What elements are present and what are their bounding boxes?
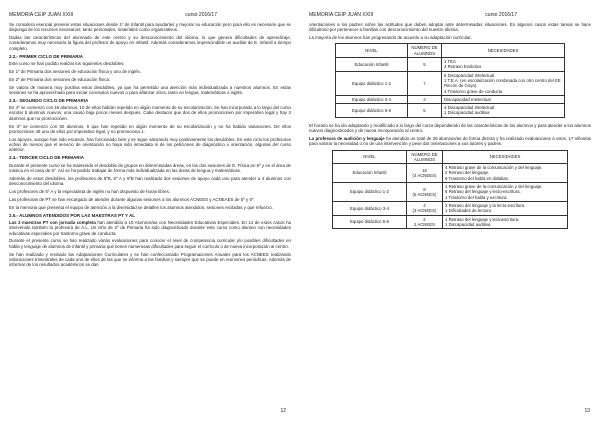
need-item: Discapacidad Intelectual (444, 96, 491, 102)
need-item: 1 Trastorno del habla y escritura. (445, 194, 508, 200)
section-heading: 2.2.- PRIMER CICLO DE PRIMARIA (9, 53, 84, 59)
paragraph (9, 220, 291, 236)
cell-count: 5 (408, 104, 442, 118)
page-number: 13 (584, 408, 590, 414)
paragraph: Se han realizado y revisado las Adaptaciones Curriculares y se han confeccionado Programaciones Anuales para los ACNEES realizando valoraciones trimestrales de cada uno de ellos de las que se informa a las familias y siempre que se puede en reuniones periódicas. Además de informar de los resultados académicos se dan (9, 251, 291, 268)
paragraph: Además de estos desdobles, los profesores de 5ºB, 6º A y 6ºB han realizado dos sesiones de apoyo cada uno para atender a 4 alumnos con desconocimiento del idioma. (9, 175, 291, 187)
column-header: NIVEL (336, 44, 408, 58)
al-students-table (332, 150, 568, 230)
column-header: NÚMERO DE ALUMNOS (408, 44, 442, 58)
header-course: curso 2016/17 (485, 12, 517, 18)
paragraph: Los profesores de 5º A y la especialista de inglés no han dispuesto de horas libres. (9, 188, 170, 194)
cell-needs (442, 71, 565, 95)
cell-level: Equipo didáctico 1-2 (336, 71, 408, 95)
cell-needs (442, 95, 565, 103)
table-row (333, 215, 568, 229)
paragraph: Dadas las características del alumnado de este centro y su desconocimiento del idioma, lo que genera dificultades de aprendizaje, consideramos muy necesaria la figura del profesor de apoyo en Infantil. Además consideramos imprescindible un auxiliar de E. Infantil a tiempo completo. (9, 35, 291, 51)
need-item: 9 Trastorno del habla en dislalias. (445, 175, 510, 181)
cell-level: Equipo didáctico 1-2 (333, 183, 407, 202)
table-row (333, 201, 568, 215)
paragraph: Durante el presente curso se han realizado varias evaluaciones para conocer el nivel de competencia curricular y/o posibles dificultades en habla y lenguaje de alumnos de infantil y primaria que tienen numerosas dificultades para seguir el currículo o de nueva incorporación al centro. (9, 238, 291, 249)
cell-level: Equipo didáctico 5-6 (333, 215, 407, 229)
count-sub: (4 ACNEES) (412, 173, 437, 179)
need-item: 4 Retraso Evolutivo (444, 64, 482, 70)
pt-students-table (335, 43, 565, 117)
column-header: NECESIDADES (443, 150, 568, 164)
count-value: 2 (423, 216, 426, 222)
cell-needs (443, 183, 568, 202)
page-right (300, 0, 600, 424)
cell-count (407, 164, 443, 183)
table-header-row (333, 150, 568, 164)
page-header (309, 12, 591, 18)
paragraph: En 3º se comenzó con 50 alumnos, 6 que han repetido en algún momento de su escolarización y no ha habido variaciones. De ellos promocionen 49 uno de ellos por imperativo legal, y no promociona 1. (9, 123, 291, 134)
cell-needs (443, 201, 568, 215)
need-item: 3 Retraso del lenguaje y la lecto-escritura. (445, 202, 526, 208)
paragraph: Se considera esencial prevenir estas situaciones desde 1º de Infantil para ayudarles y mejorar su educación pero para ello es necesario que se disponga de los recursos necesarios, tanto personales, materiales como organizativos. (9, 22, 291, 33)
paragraph-text: ha atendido un total de 29 alumnos/as de forma directa y ha realizado evaluaciones a otros. 17 niños/as para valorar la necesidad o no de una intervención y pese dar orientaciones a sus tutores y padres. (309, 135, 591, 147)
bold-lead: Las 2 maestras PT con jornada completa (9, 219, 96, 225)
header-course: curso 2016/17 (185, 12, 217, 18)
column-header: NECESIDADES (442, 44, 565, 58)
need-item: 1 Discapacidad auditiva (444, 110, 490, 116)
need-item: 4 Retraso grave de la comunicación y del lenguaje. (445, 165, 543, 171)
cell-level: Equipo didáctico 3-4 (333, 201, 407, 215)
cell-count: 5 (408, 58, 442, 72)
need-item: 1 Trastorno grave de conducta (444, 88, 503, 94)
paragraph: En la memoria que presenta el equipo de atención a la diversidad se detallen los alumnos atendidos, sesiones recibidas y qué refuerzo. (9, 204, 274, 210)
header-school: MEMORIA CEIP JUAN XXIII (309, 12, 374, 18)
paragraph: orientaciones a los padres sobre las actitudes que deben adoptar ante determinadas situaciones. En algunos casos estas tareas se hace dificultoso por pertenecer a familias con desconocimiento del nuestro idioma. (309, 22, 591, 33)
cell-count (407, 215, 443, 229)
need-item: 1 Retraso del lenguaje y lectoescritura. (445, 216, 520, 222)
table-row (336, 58, 565, 72)
table-row (333, 183, 568, 202)
need-item: 4 Discapacidad Intelectual (444, 105, 495, 111)
cell-level: Equipo didáctico 3-4 (336, 95, 408, 103)
need-item: 2 Retraso del lenguaje. (445, 170, 490, 176)
paragraph: Se valora de manera muy positiva estos desdobles, ya que ha permitido una atención más individualizada a nuestros alumnos. En estas sesiones se ha aprovechado para iniciar conceptos nuevos o para afianzar otros, tanto en lengua, matemáticas o inglés. (9, 84, 291, 95)
section-heading: 2.4.- TERCER CICLO DE PRIMARIA (9, 155, 85, 161)
paragraph: Durante el presente curso se ha mantenido el desdoble de grupos en determinadas áreas, en las dos sesiones de E. Física en 6º y en el área de música en el caso de 5º. Así se ha podido trabajar de forma más individualizada en las áreas de lengua y matemáticas. (9, 162, 291, 173)
need-item: 1 T.E.A. (en escolarización combinada con otro centro del EE Rincón de Goya) (444, 77, 561, 89)
need-item: 5 Discapacidad Intelectual (444, 72, 495, 78)
paragraph (309, 136, 591, 147)
bold-lead: La profesora de audición y lenguaje (309, 135, 385, 141)
page-header (9, 12, 291, 18)
count-sub: (5 ACNEES) (412, 191, 437, 197)
section-heading: 2.5.- ALUMNOS ATENDIDOS POR LAS MAESTRAS PT Y AL (9, 212, 136, 218)
cell-count: 7 (408, 71, 442, 95)
need-item: 1 TEA (444, 59, 456, 65)
paragraph: En 1º de Primaria dos sesiones de educación física y uno de inglés. (9, 68, 141, 74)
column-header: NIVEL (333, 150, 407, 164)
cell-needs (442, 58, 565, 72)
cell-level: Educación Infantil (333, 164, 407, 183)
paragraph: El horario se ha ido adaptando y modificado a lo largo del curso dependiendo de las características de los alumnos y para atender a los alumnos nuevos diagnosticados y de nueva incorporación al centro. (309, 122, 591, 134)
table-header-row (336, 44, 565, 58)
cell-level: Equipo didáctico 5-6 (336, 104, 408, 118)
cell-needs (443, 215, 568, 229)
paragraph-text: han atendido a 19 Alumnos/as con Necesidades Educativas Especiales. En 14 de estos casos ha intervenido también la profesora de A.L. Un niño de 2º de Primaria ha sido diagnosticado durante este curso como alumno con necesidades educativas especiales por trastorno grave de conducta. (9, 219, 291, 236)
count-sub: 2 ACNEES (413, 221, 436, 227)
section-heading: 2.3.- SEGUNDO CICLO DE PRIMARIA (9, 97, 89, 103)
cell-count (407, 201, 443, 215)
count-value: 4 (423, 202, 426, 208)
cell-count: 3 (408, 95, 442, 103)
paragraph: Los apoyos, aunque han sido escasos, han funcionado bien y se sigue valorando muy positivamente los desdobles. En este ciclo los profesores echan de menos que el servicio de orientación no haya sido inmediata ni de los peticiones de diagnóstico u orientación, algunas del curso anterior. (9, 136, 291, 153)
paragraph: Este curso se han podido realizar los siguientes desdobles: (9, 60, 125, 66)
cell-needs (442, 104, 565, 118)
need-item: 1 Discapacidad auditiva (445, 221, 491, 227)
paragraph: La mayoría de los alumnos han progresando de acuerdo a su adaptación curricular. (309, 35, 472, 41)
count-sub: (3 ACNEES) (412, 208, 437, 214)
cell-needs (443, 164, 568, 183)
paragraph: En 2º de Primaria dos sesiones de educación física. (9, 76, 111, 82)
need-item: 6 Retraso del lenguaje y lecto-escritura. (445, 189, 521, 195)
column-header: NÚMERO DE ALUMNOS (407, 150, 443, 164)
table-row (336, 104, 565, 118)
cell-level: Educación Infantil (336, 58, 408, 72)
paragraph: En 4º se comenzó con 46 alumnos, 10 de ellos habían repetido en algún momento de su escolarización. Se han incorporado a lo largo del curso escolar 5 alumnos nuevos, una causó baja pocos meses después. Cabe destacar que dos de ellos promocionen por imperativo legal y hay 3 alumnos que no promocionen. (9, 105, 291, 121)
count-value: 15 (422, 167, 427, 173)
page-number: 12 (280, 408, 286, 414)
need-item: 1 Dificultades de lectura. (445, 208, 493, 214)
table-row (336, 95, 565, 103)
paragraph: Las profesoras de PT se han encargado de atender durante algunas sesiones a los alumnos ACNEES y ACNEAES de 5º y 6º. (9, 196, 255, 202)
table-row (333, 164, 568, 183)
cell-count (407, 183, 443, 202)
header-school: MEMORIA CEIP JUAN XXIII (9, 12, 74, 18)
table-row (336, 71, 565, 95)
need-item: 1 Retraso grave de la comunicación y del lenguaje. (445, 184, 543, 190)
count-value: 8 (423, 186, 426, 192)
